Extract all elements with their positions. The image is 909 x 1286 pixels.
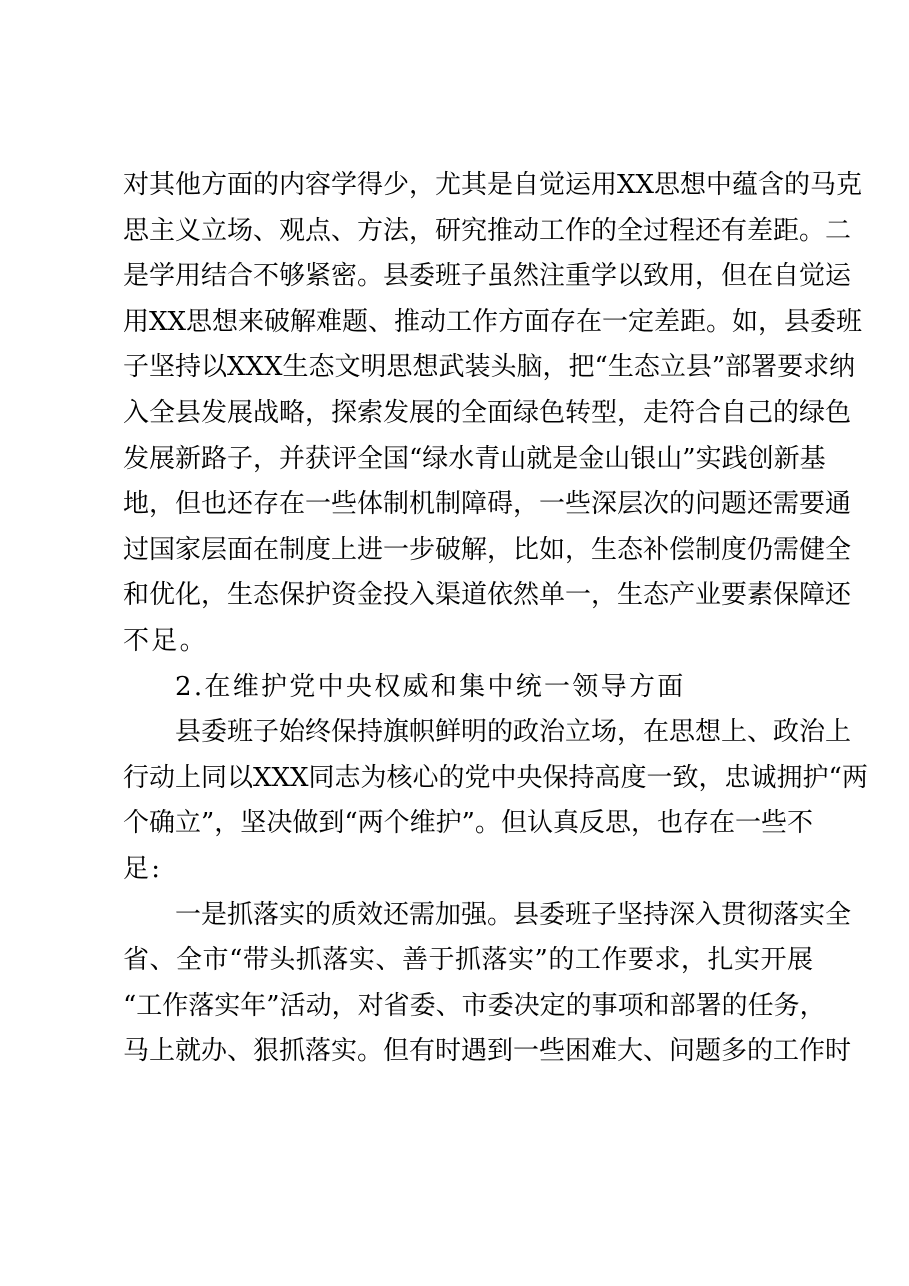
body-line: 用XX思想来破解难题、推动工作方面存在一定差距。如，县委班 — [123, 306, 863, 337]
body-line: 行动上同以XXX同志为核心的党中央保持高度一致，忠诚拥护“两 — [123, 762, 868, 793]
body-line: 对其他方面的内容学得少，尤其是自觉运用XX思想中蕴含的马克 — [123, 170, 863, 200]
body-line: 入全县发展战略，探索发展的全面绿色转型，走符合自己的绿色 — [123, 397, 852, 428]
section-heading: 2.在维护党中央权威和集中统一领导方面 — [175, 671, 686, 702]
body-line: 发展新路子，并获评全国“绿水青山就是金山银山”实践创新基 — [123, 443, 826, 474]
body-line: 马上就办、狠抓落实。但有时遇到一些困难大、问题多的工作时 — [123, 1036, 852, 1067]
body-line: 和优化，生态保护资金投入渠道依然单一，生态产业要素保障还 — [123, 580, 852, 611]
body-line: “工作落实年”活动，对省委、市委决定的事项和部署的任务， — [123, 990, 826, 1021]
paragraph-end-line: 足: — [123, 853, 163, 884]
body-line: 过国家层面在制度上进一步破解，比如，生态补偿制度仍需健全 — [123, 534, 852, 565]
body-line: 个确立”，坚决做到“两个维护”。但认真反思，也存在一些不 — [123, 808, 813, 839]
paragraph-end-line: 不足。 — [123, 625, 208, 656]
body-line: 地，但也还存在一些体制机制障碍，一些深层次的问题还需要通 — [123, 489, 852, 520]
body-line: 一是抓落实的质效还需加强。县委班子坚持深入贯彻落实全 — [175, 899, 852, 930]
document-body — [123, 163, 868, 1075]
body-line: 子坚持以XXX生态文明思想武装头脑，把“生态立县”部署要求纳 — [123, 352, 856, 383]
body-line: 省、全市“带头抓落实、善于抓落实”的工作要求，扎实开展 — [123, 945, 813, 976]
body-line: 是学用结合不够紧密。县委班子虽然注重学以致用，但在自觉运 — [123, 261, 852, 292]
body-line: 思主义立场、观点、方法，研究推动工作的全过程还有差距。二 — [123, 215, 852, 246]
body-line: 县委班子始终保持旗帜鲜明的政治立场，在思想上、政治上 — [175, 717, 852, 748]
